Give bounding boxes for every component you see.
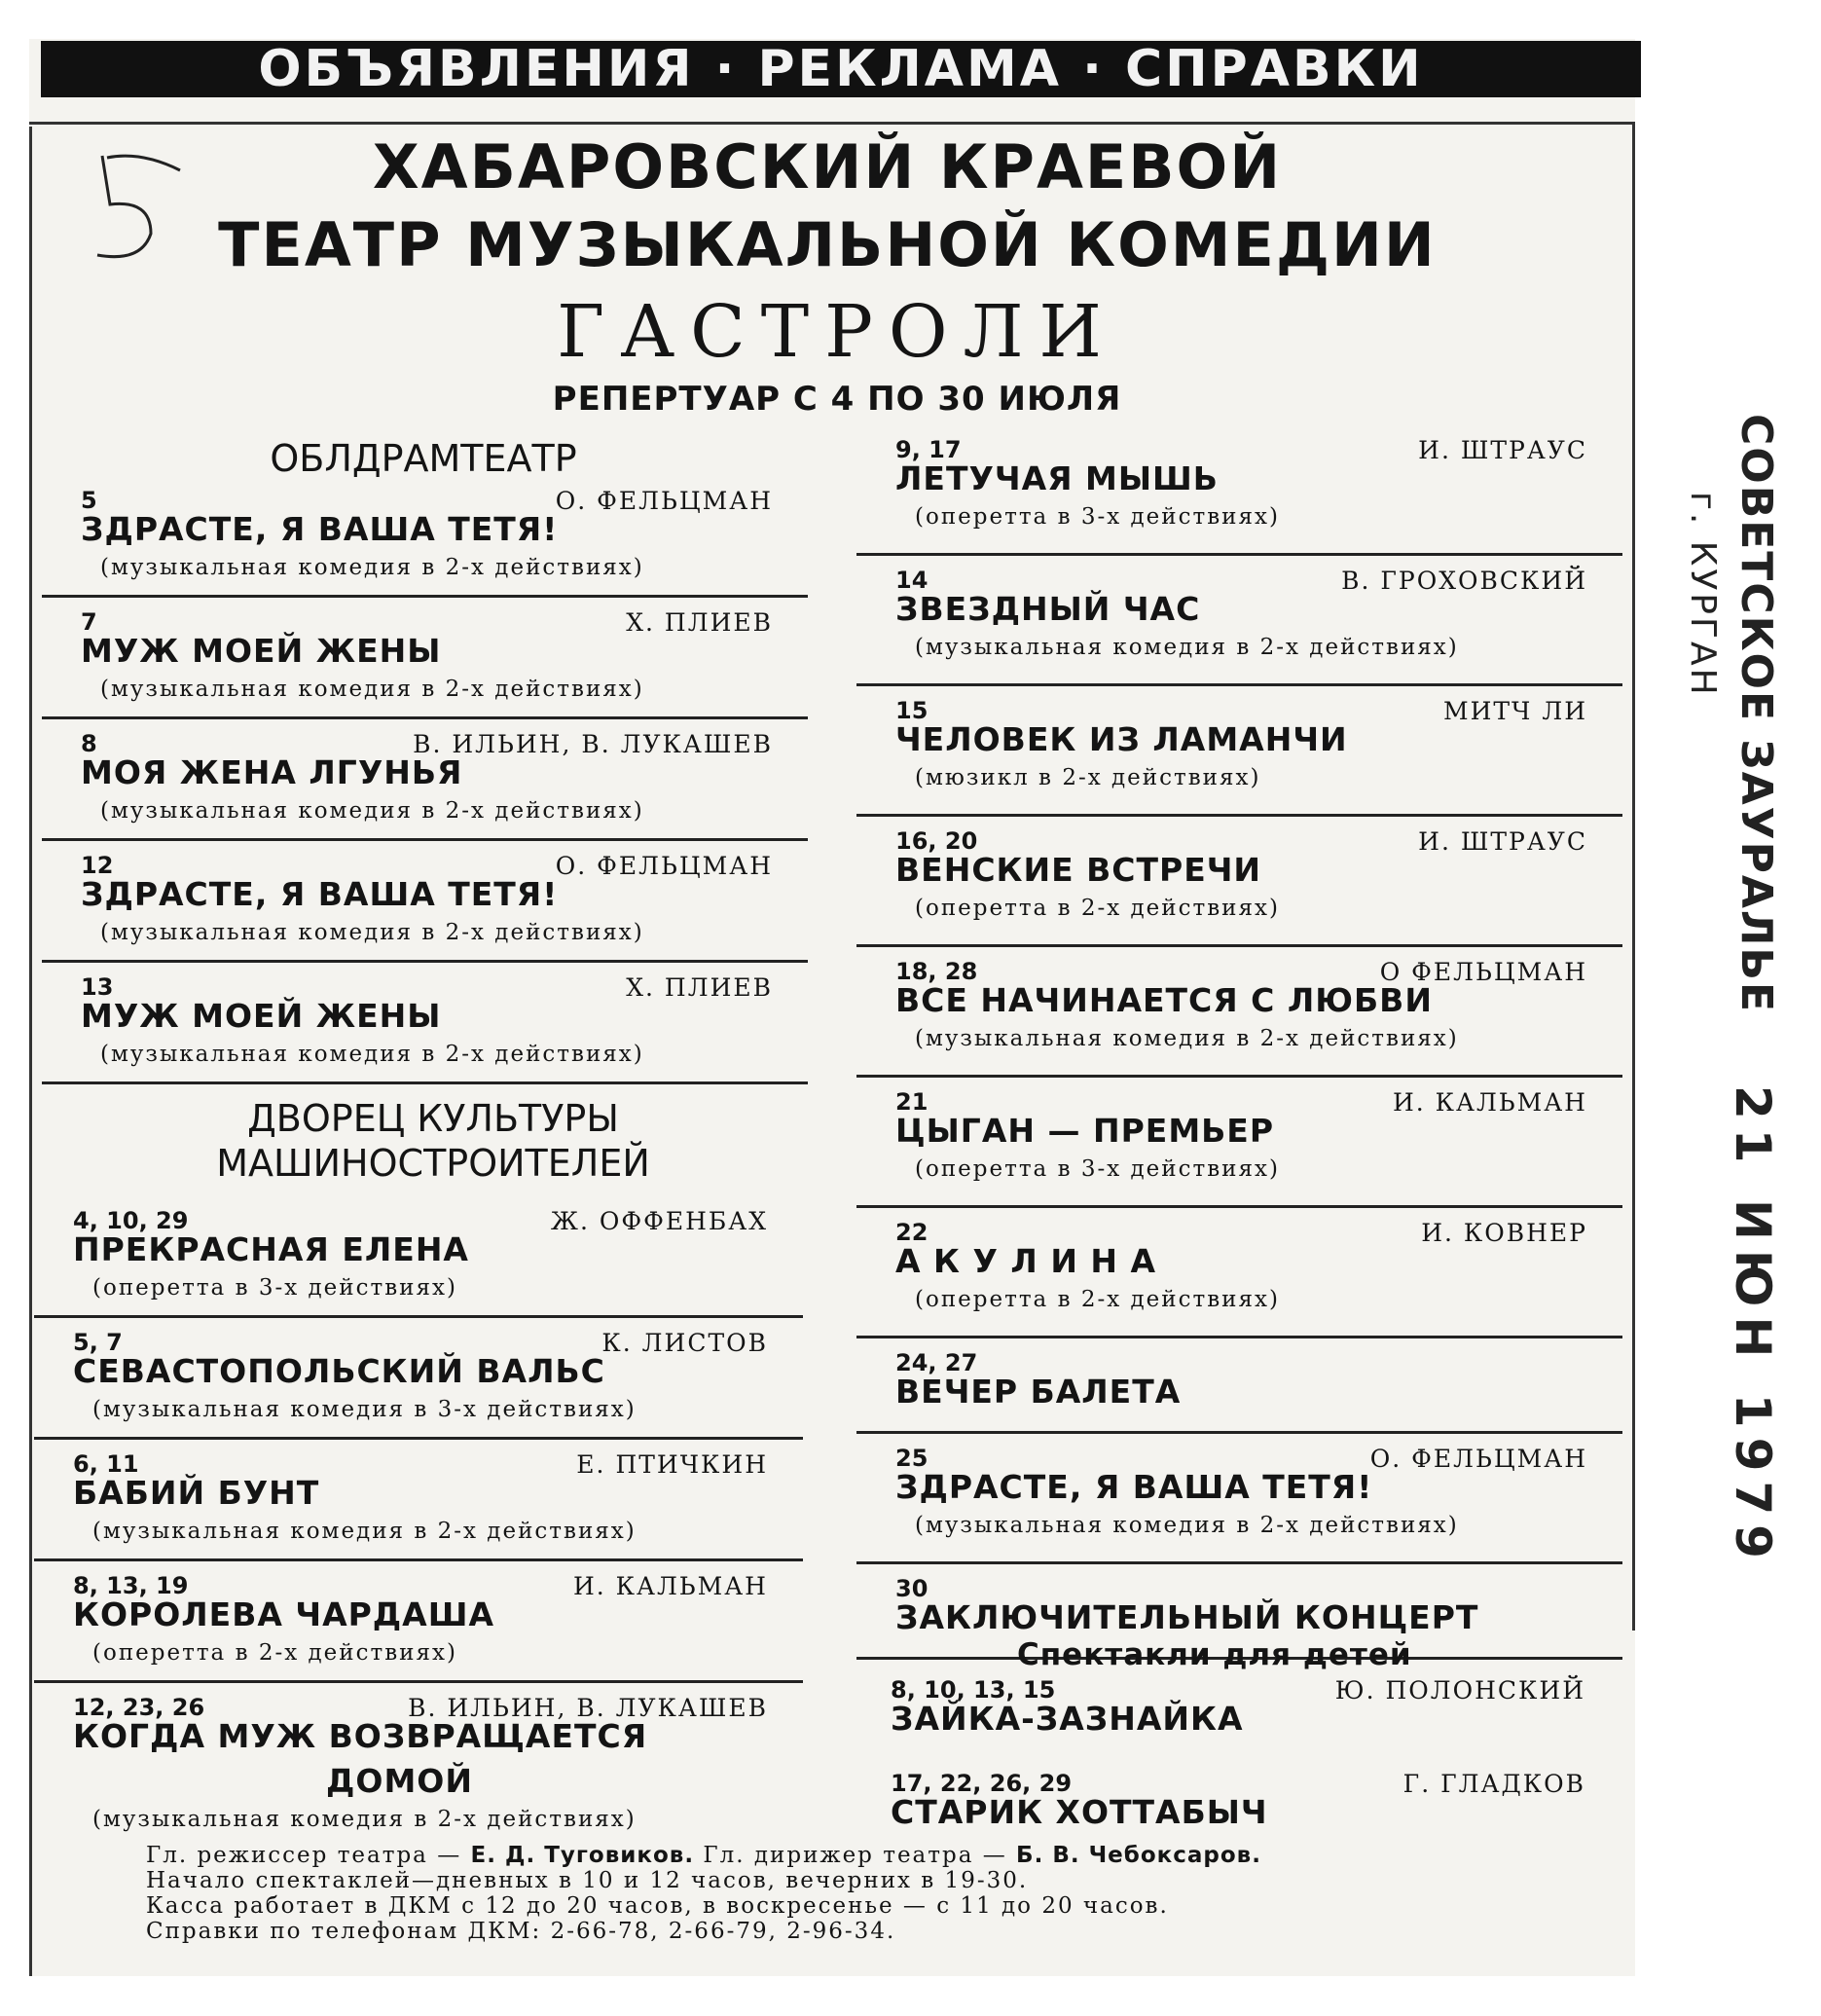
tour-heading: ГАСТРОЛИ [557, 290, 1117, 374]
show-title: МУЖ МОЕЙ ЖЕНЫ [81, 997, 442, 1035]
composer-name: И. ШТРАУС [1418, 827, 1587, 856]
performance-dates: 15 [895, 697, 929, 724]
show-genre: (музыкальная комедия в 2-х действиях) [100, 920, 644, 945]
show-title: ЗДРАСТЕ, Я ВАША ТЕТЯ! [81, 510, 559, 548]
performance-dates: 14 [895, 567, 929, 594]
composer-name: О. ФЕЛЬЦМАН [555, 852, 773, 880]
venue-dkm-line-2: МАШИНОСТРОИТЕЛЕЙ [216, 1142, 650, 1185]
show-genre: (оперетта в 2-х действиях) [92, 1640, 457, 1666]
performance-dates: 7 [81, 608, 97, 636]
venue-obldramteatr: ОБЛДРАМТЕАТР [270, 437, 577, 480]
performance-dates: 22 [895, 1219, 929, 1246]
show-title: СТАРИК ХОТТАБЫЧ [891, 1793, 1268, 1831]
show-genre: (оперетта в 3-х действиях) [92, 1275, 457, 1301]
theatre-title-line-1: ХАБАРОВСКИЙ КРАЕВОЙ [372, 131, 1283, 202]
performance-dates: 25 [895, 1445, 929, 1472]
show-genre: (музыкальная комедия в 3-х действиях) [92, 1397, 637, 1422]
performance-dates: 18, 28 [895, 958, 978, 985]
entry-divider [856, 814, 1622, 817]
venue-dkm [146, 1096, 720, 1186]
entry-divider [856, 553, 1622, 556]
show-genre: (музыкальная комедия в 2-х действиях) [100, 1042, 644, 1067]
entry-divider [42, 595, 808, 598]
entry-divider [856, 1431, 1622, 1434]
show-genre: (музыкальная комедия в 2-х действиях) [92, 1807, 637, 1832]
stamp-city: г. КУРГАН [1683, 492, 1723, 698]
conductor-name: Б. В. Чебоксаров. [1016, 1843, 1261, 1868]
composer-name: О. ФЕЛЬЦМАН [555, 487, 773, 515]
show-title: А К У Л И Н А [895, 1242, 1157, 1280]
show-genre: (музыкальная комедия в 2-х действиях) [92, 1519, 637, 1544]
performance-dates: 21 [895, 1088, 929, 1116]
composer-name: И. ШТРАУС [1418, 436, 1587, 464]
show-genre: (оперетта в 3-х действиях) [915, 504, 1280, 530]
stamp-date: 21 ИЮН 1979 [1725, 1085, 1781, 1568]
entry-divider [856, 1075, 1622, 1078]
show-title: ВСЕ НАЧИНАЕТСЯ С ЛЮБВИ [895, 981, 1433, 1019]
frame-top-rule [29, 122, 1635, 125]
composer-name: В. ИЛЬИН, В. ЛУКАШЕВ [413, 730, 773, 758]
entry-divider [856, 944, 1622, 947]
show-title: ЗАЙКА-ЗАЗНАЙКА [891, 1700, 1244, 1738]
composer-name: Ю. ПОЛОНСКИЙ [1334, 1676, 1585, 1704]
performance-dates: 30 [895, 1575, 929, 1602]
show-title: ЛЕТУЧАЯ МЫШЬ [895, 459, 1219, 497]
composer-name: И. КАЛЬМАН [572, 1572, 768, 1600]
show-genre: (музыкальная комедия в 2-х действиях) [915, 1513, 1459, 1538]
footer-line-4: Справки по телефонам ДКМ: 2-66-78, 2-66-79, 2-96-34. [146, 1919, 896, 1944]
composer-name: К. ЛИСТОВ [601, 1329, 768, 1357]
show-title: ЗДРАСТЕ, Я ВАША ТЕТЯ! [81, 875, 559, 913]
show-title: МУЖ МОЕЙ ЖЕНЫ [81, 632, 442, 670]
entry-divider [42, 838, 808, 841]
entry-divider [856, 683, 1622, 686]
composer-name: Х. ПЛИЕВ [626, 973, 773, 1002]
composer-name: МИТЧ ЛИ [1442, 697, 1587, 725]
show-title: ЧЕЛОВЕК ИЗ ЛАМАНЧИ [895, 720, 1348, 758]
performance-dates: 8, 13, 19 [73, 1572, 189, 1599]
theatre-title-line-2: ТЕАТР МУЗЫКАЛЬНОЙ КОМЕДИИ [218, 209, 1437, 280]
repertoire-dates: РЕПЕРТУАР С 4 ПО 30 ИЮЛЯ [552, 380, 1122, 419]
show-genre: (оперетта в 3-х действиях) [915, 1156, 1280, 1182]
show-title: КОРОЛЕВА ЧАРДАША [73, 1595, 495, 1633]
performance-dates: 12, 23, 26 [73, 1694, 205, 1721]
entry-divider [856, 1336, 1622, 1338]
show-genre: (музыкальная комедия в 2-х действиях) [100, 798, 644, 824]
frame-left-rule [29, 127, 32, 1976]
performance-dates: 4, 10, 29 [73, 1207, 189, 1234]
performance-dates: 8, 10, 13, 15 [891, 1676, 1056, 1704]
conductor-label: Гл. дирижер театра — [694, 1843, 1017, 1868]
footer-line-3: Касса работает в ДКМ с 12 до 20 часов, в воскресенье — с 11 до 20 часов. [146, 1893, 1169, 1919]
show-title: СЕВАСТОПОЛЬСКИЙ ВАЛЬС [73, 1352, 605, 1390]
show-title: БАБИЙ БУНТ [73, 1474, 320, 1512]
show-title: ВЕНСКИЕ ВСТРЕЧИ [895, 851, 1262, 889]
show-genre: (оперетта в 2-х действиях) [915, 1287, 1280, 1312]
composer-name: О. ФЕЛЬЦМАН [1369, 1445, 1587, 1473]
show-genre: (музыкальная комедия в 2-х действиях) [915, 1026, 1459, 1051]
composer-name: Ж. ОФФЕНБАХ [550, 1207, 768, 1235]
show-title: ЗДРАСТЕ, Я ВАША ТЕТЯ! [895, 1468, 1373, 1506]
composer-name: И. КОВНЕР [1421, 1219, 1587, 1247]
performance-dates: 9, 17 [895, 436, 962, 463]
composer-name: Е. ПТИЧКИН [576, 1450, 768, 1479]
composer-name: О ФЕЛЬЦМАН [1379, 958, 1587, 986]
composer-name: Г. ГЛАДКОВ [1402, 1770, 1585, 1798]
entry-divider [34, 1558, 803, 1561]
composer-name: В. ИЛЬИН, В. ЛУКАШЕВ [408, 1694, 768, 1722]
show-title: ЦЫГАН — ПРЕМЬЕР [895, 1112, 1275, 1150]
show-title: ПРЕКРАСНАЯ ЕЛЕНА [73, 1230, 469, 1268]
show-title: ЗАКЛЮЧИТЕЛЬНЫЙ КОНЦЕРТ [895, 1598, 1479, 1636]
show-title: ЗВЕЗДНЫЙ ЧАС [895, 590, 1201, 628]
show-genre: (оперетта в 2-х действиях) [915, 896, 1280, 921]
performance-dates: 24, 27 [895, 1349, 978, 1376]
section-banner: ОБЪЯВЛЕНИЯ · РЕКЛАМА · СПРАВКИ [41, 41, 1641, 97]
composer-name: И. КАЛЬМАН [1392, 1088, 1587, 1117]
footer-info [146, 1843, 1261, 1944]
footer-line-2: Начало спектаклей—дневных в 10 и 12 часов, вечерних в 19-30. [146, 1868, 1029, 1893]
performance-dates: 8 [81, 730, 97, 757]
show-title-line-2: ДОМОЙ [326, 1762, 473, 1800]
show-genre: (музыкальная комедия в 2-х действиях) [100, 677, 644, 702]
performance-dates: 5, 7 [73, 1329, 123, 1356]
show-genre: (мюзикл в 2-х действиях) [915, 765, 1261, 790]
show-title: ВЕЧЕР БАЛЕТА [895, 1373, 1182, 1411]
show-genre: (музыкальная комедия в 2-х действиях) [915, 635, 1459, 660]
performance-dates: 16, 20 [895, 827, 978, 855]
performance-dates: 12 [81, 852, 114, 879]
director-name: Е. Д. Туговиков. [470, 1843, 695, 1868]
composer-name: Х. ПЛИЕВ [626, 608, 773, 637]
entry-divider [42, 960, 808, 963]
show-genre: (музыкальная комедия в 2-х действиях) [100, 555, 644, 580]
show-title: КОГДА МУЖ ВОЗВРАЩАЕТСЯ [73, 1717, 648, 1755]
venue-dkm-line-1: ДВОРЕЦ КУЛЬТУРЫ [247, 1097, 619, 1140]
kids-heading: Спектакли для детей [1017, 1637, 1412, 1672]
performance-dates: 13 [81, 973, 114, 1001]
performance-dates: 6, 11 [73, 1450, 139, 1478]
entry-divider [34, 1315, 803, 1318]
newspaper-stamp [1635, 365, 1791, 1568]
footer-line-1 [146, 1843, 1261, 1868]
entry-divider [856, 1561, 1622, 1564]
entry-divider [856, 1205, 1622, 1208]
entry-divider [42, 716, 808, 719]
entry-divider [34, 1680, 803, 1683]
composer-name: В. ГРОХОВСКИЙ [1341, 567, 1587, 595]
entry-divider [34, 1437, 803, 1440]
show-title: МОЯ ЖЕНА ЛГУНЬЯ [81, 753, 463, 791]
entry-divider [42, 1081, 808, 1084]
director-label: Гл. режиссер театра — [146, 1843, 471, 1868]
performance-dates: 17, 22, 26, 29 [891, 1770, 1073, 1797]
performance-dates: 5 [81, 487, 97, 514]
stamp-newspaper: СОВЕТСКОЕ ЗАУРАЛЬЕ [1731, 414, 1781, 1014]
